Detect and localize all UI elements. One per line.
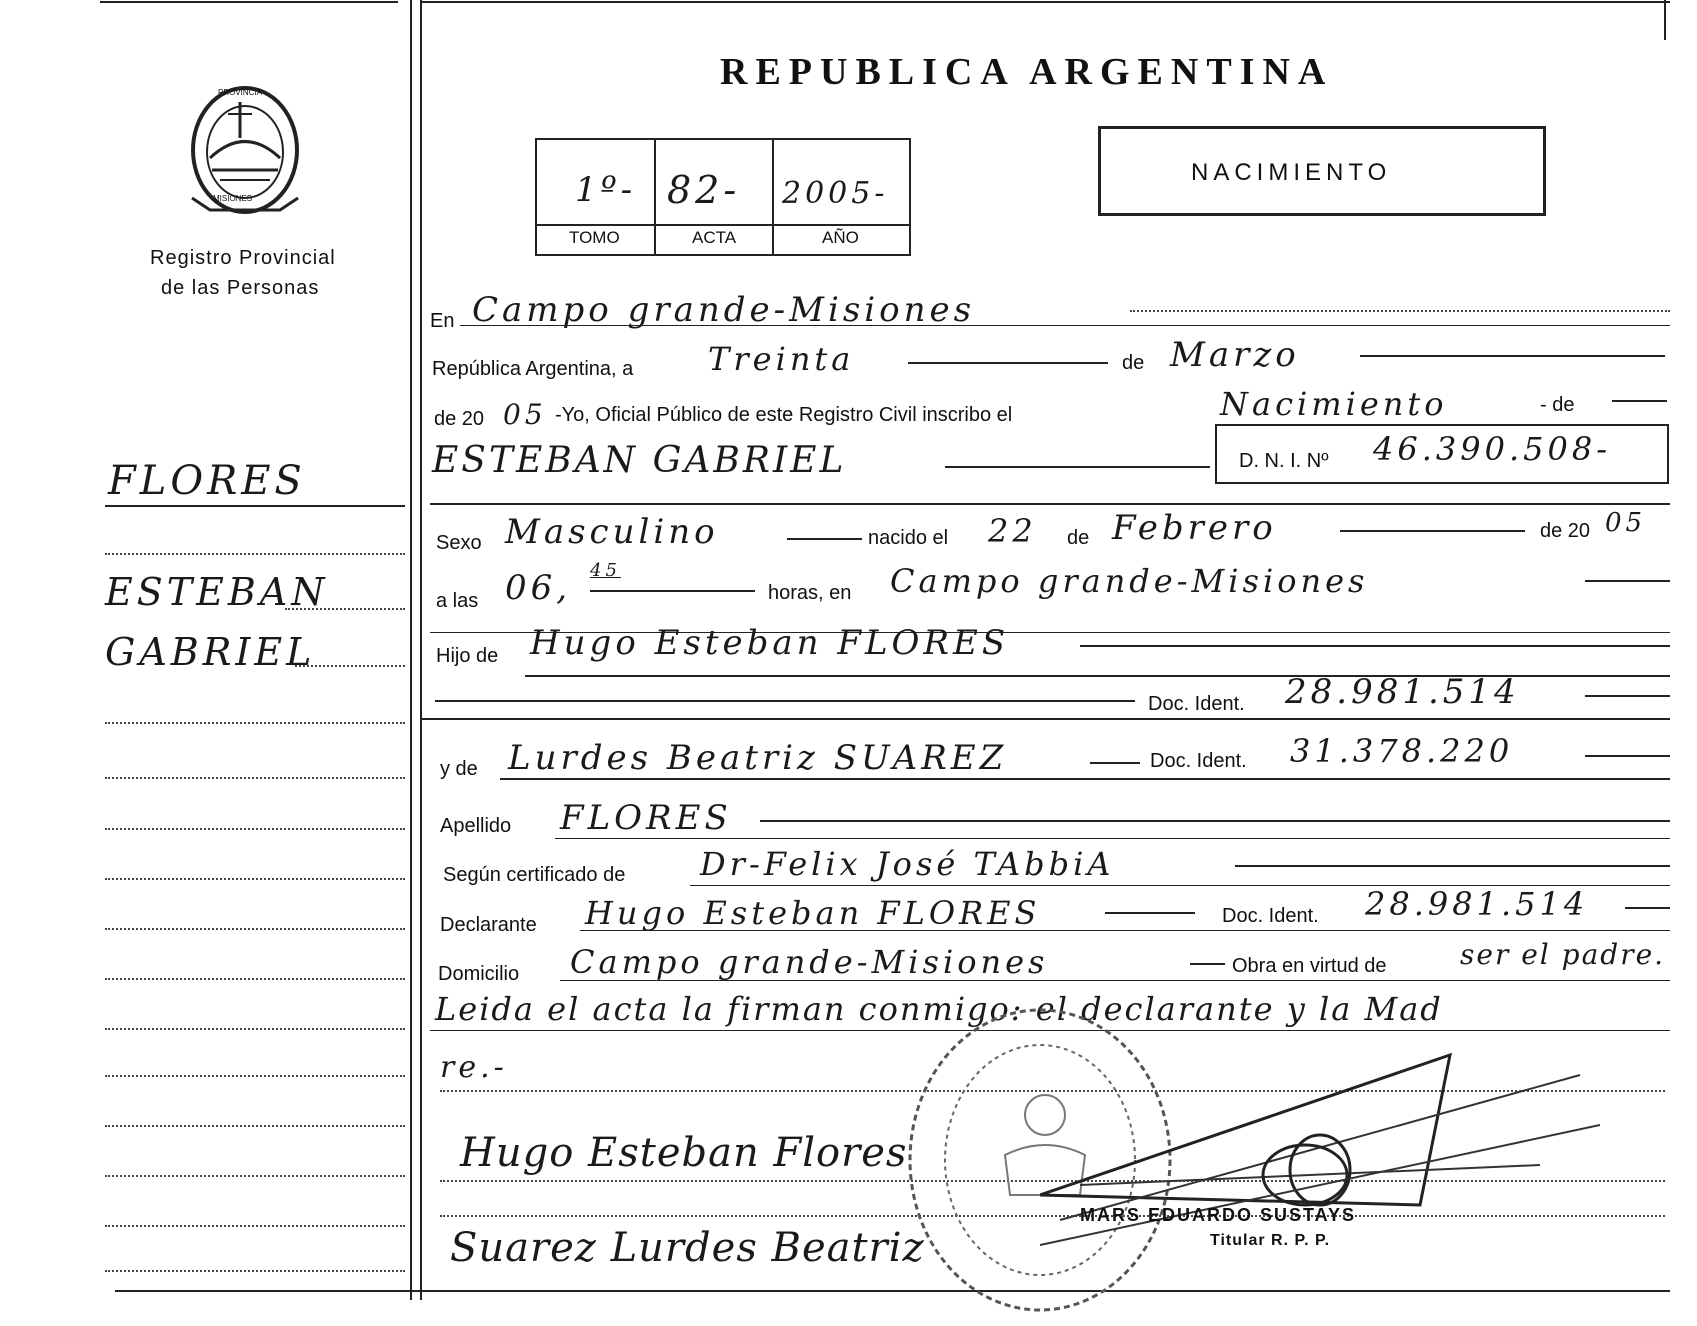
reading-note: Leida el acta la firman conmigo: el declarante y la Mad bbox=[435, 990, 1443, 1028]
child-name: ESTEBAN GABRIEL bbox=[432, 440, 847, 481]
declarant-doc: 28.981.514 bbox=[1365, 885, 1589, 923]
left-dotted-line bbox=[285, 608, 405, 610]
month: Marzo bbox=[1170, 335, 1300, 375]
left-dotted-line bbox=[105, 828, 405, 830]
label-horas-en: horas, en bbox=[768, 582, 852, 604]
birth-minutes: 45 bbox=[590, 560, 621, 581]
mother-doc: 31.378.220 bbox=[1290, 732, 1514, 770]
divider-inner bbox=[420, 0, 422, 1300]
year: 05 bbox=[503, 398, 547, 431]
left-given-2: GABRIEL bbox=[105, 630, 316, 674]
signature-mother: Suarez Lurdes Beatriz bbox=[450, 1225, 925, 1271]
fill-dash bbox=[1625, 907, 1670, 909]
fill-dash bbox=[1585, 695, 1670, 697]
dni-label: D. N. I. Nº bbox=[1239, 450, 1329, 472]
label-declarante: Declarante bbox=[440, 914, 537, 936]
row-line bbox=[555, 838, 1670, 839]
day: Treinta bbox=[708, 340, 855, 378]
birth-place: Campo grande-Misiones bbox=[890, 562, 1369, 600]
fill-dash bbox=[908, 362, 1108, 364]
left-dotted-line bbox=[105, 978, 405, 980]
label-doc3: Doc. Ident. bbox=[1222, 905, 1319, 927]
fill-dash bbox=[1080, 645, 1670, 647]
provincial-seal-icon bbox=[180, 80, 310, 230]
fill-dash bbox=[435, 700, 1135, 702]
ano-value: 2005- bbox=[782, 176, 889, 211]
label-nacido: nacido el bbox=[868, 527, 949, 549]
ano-label: AÑO bbox=[822, 228, 859, 247]
left-dotted-line bbox=[105, 777, 405, 779]
left-dotted-line bbox=[295, 665, 405, 667]
left-dotted-line bbox=[105, 1028, 405, 1030]
label-apellido: Apellido bbox=[440, 815, 512, 837]
fill-dash bbox=[760, 820, 1670, 822]
label-de2: - de bbox=[1540, 394, 1575, 416]
left-dotted-line bbox=[105, 1175, 405, 1177]
record-type: NACIMIENTO bbox=[1191, 159, 1392, 186]
father-name: Hugo Esteban FLORES bbox=[530, 623, 1010, 663]
fill-dash bbox=[1585, 755, 1670, 757]
fill-dash bbox=[590, 590, 755, 592]
surname: FLORES bbox=[560, 798, 732, 838]
fill-line bbox=[1130, 310, 1670, 312]
official-signature-icon bbox=[1040, 1045, 1600, 1295]
domicile: Campo grande-Misiones bbox=[570, 943, 1049, 981]
label-de20b: de 20 bbox=[1540, 520, 1591, 542]
fill-dash bbox=[1190, 963, 1225, 965]
left-dotted-line bbox=[105, 1225, 405, 1227]
label-doc2: Doc. Ident. bbox=[1150, 750, 1247, 772]
label-sexo: Sexo bbox=[436, 532, 482, 554]
seal-text-top: PROVINCIA bbox=[218, 88, 263, 97]
divider-left bbox=[410, 0, 412, 1300]
doctor-name: Dr-Felix José TAbbiA bbox=[700, 845, 1115, 883]
left-surname: FLORES bbox=[108, 458, 306, 504]
left-given-1: ESTEBAN bbox=[105, 570, 329, 614]
label-en: En bbox=[430, 310, 455, 332]
label-domicilio: Domicilio bbox=[438, 963, 520, 985]
father-doc: 28.981.514 bbox=[1285, 672, 1520, 712]
label-de3: de bbox=[1067, 527, 1090, 549]
birth-year: 05 bbox=[1605, 508, 1647, 538]
fill-dash bbox=[1235, 865, 1670, 867]
left-dotted-line bbox=[105, 878, 405, 880]
mother-name: Lurdes Beatriz SUAREZ bbox=[508, 738, 1008, 778]
right-edge bbox=[1664, 0, 1666, 40]
label-yde: y de bbox=[440, 758, 478, 780]
top-rule-left bbox=[100, 1, 398, 3]
registry-numbers-box bbox=[535, 138, 911, 256]
acta-value: 82- bbox=[667, 168, 741, 212]
birth-day: 22 bbox=[988, 512, 1037, 550]
dni-box bbox=[1215, 424, 1669, 484]
label-de: de bbox=[1122, 352, 1145, 374]
row-line bbox=[460, 325, 1670, 326]
label-doc1: Doc. Ident. bbox=[1148, 693, 1245, 715]
row-line bbox=[430, 503, 1670, 505]
fill-dash bbox=[1585, 580, 1670, 582]
left-dotted-line bbox=[105, 1270, 405, 1272]
label-yo-oficial: -Yo, Oficial Público de este Registro Civil inscribo el bbox=[555, 404, 1013, 426]
fill-dash bbox=[1340, 530, 1525, 532]
label-de20: de 20 bbox=[434, 408, 485, 430]
country-title: REPUBLICA ARGENTINA bbox=[720, 51, 1334, 93]
record-type-box bbox=[1098, 126, 1546, 216]
registry-name-line2: de las Personas bbox=[161, 277, 320, 299]
row-line bbox=[560, 980, 1670, 981]
label-republica: República Argentina, a bbox=[432, 358, 634, 380]
tomo-label: TOMO bbox=[569, 228, 620, 247]
fill-dash bbox=[1612, 400, 1667, 402]
label-segun: Según certificado de bbox=[443, 864, 626, 886]
tomo-value: 1º- bbox=[575, 170, 637, 210]
fill-dash bbox=[1360, 355, 1665, 357]
seal-text-bottom: MISIONES bbox=[213, 194, 253, 203]
sex: Masculino bbox=[505, 512, 719, 552]
capacity: ser el padre. bbox=[1460, 938, 1666, 971]
left-dotted-line bbox=[105, 722, 405, 724]
left-dotted-line bbox=[105, 1125, 405, 1127]
row-line bbox=[500, 778, 1670, 780]
left-dotted-line bbox=[105, 1075, 405, 1077]
registry-name: Registro Provincial bbox=[150, 247, 336, 269]
birth-hour: 06, bbox=[505, 568, 572, 608]
declarant-name: Hugo Esteban FLORES bbox=[585, 894, 1041, 932]
row-line bbox=[580, 930, 1670, 931]
row-line bbox=[420, 718, 1670, 720]
fill-dash bbox=[1090, 762, 1140, 764]
fill-dash bbox=[945, 466, 1210, 468]
left-dotted-line bbox=[105, 928, 405, 930]
surname-rule bbox=[105, 505, 405, 507]
record-kind: Nacimiento bbox=[1220, 385, 1448, 423]
label-alas: a las bbox=[436, 590, 479, 612]
official-name-stamp: MARS EDUARDO SUSTAYS bbox=[1080, 1205, 1357, 1225]
place: Campo grande-Misiones bbox=[472, 290, 976, 330]
top-rule-right bbox=[420, 1, 1670, 3]
signature-declarant: Hugo Esteban Flores bbox=[460, 1130, 908, 1176]
reading-note-end: re.- bbox=[440, 1050, 508, 1085]
label-obra: Obra en virtud de bbox=[1232, 955, 1387, 977]
fill-dash bbox=[787, 538, 862, 540]
fill-dash bbox=[1105, 912, 1195, 914]
birth-month: Febrero bbox=[1112, 508, 1277, 548]
label-hijo: Hijo de bbox=[436, 645, 499, 667]
left-dotted-line bbox=[105, 553, 405, 555]
acta-label: ACTA bbox=[692, 228, 737, 247]
dni-number: 46.390.508- bbox=[1373, 430, 1612, 468]
official-title-stamp: Titular R. P. P. bbox=[1210, 1232, 1331, 1249]
